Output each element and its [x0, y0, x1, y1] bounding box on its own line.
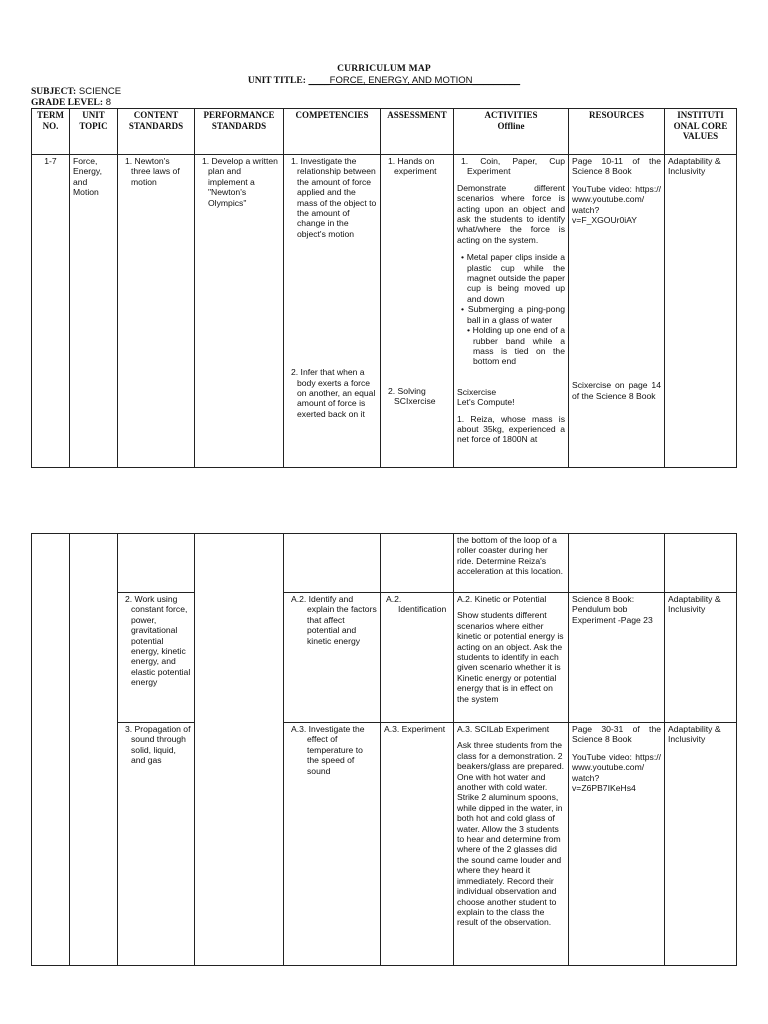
- subject-line: [31, 86, 121, 97]
- activity-title: 1. Coin, Paper, Cup Experiment: [461, 156, 565, 177]
- unit-title-value: ____FORCE, ENERGY, AND MOTION_________: [308, 75, 521, 86]
- grade-value: 8: [103, 97, 111, 108]
- activities-cell: the bottom of the loop of a roller coaster during her ride. Determine Reiza's acceleration at this location.: [454, 534, 569, 593]
- performance-cell: [195, 534, 284, 966]
- content-cell: [118, 534, 195, 593]
- content-text: 3. Propagation of sound through solid, liquid, and gas: [125, 724, 191, 766]
- scixercise-subtitle: Let's Compute!: [457, 397, 515, 408]
- col-term: TERM NO.: [32, 109, 70, 155]
- term-cell: 1-7: [32, 155, 70, 468]
- activity-bullet: • Submerging a ping-pong ball in a glass of water: [461, 304, 565, 325]
- table-row: [32, 534, 737, 593]
- resources-cell: Science 8 Book: Pendulum bob Experiment -Page 23: [569, 593, 665, 723]
- activities-cell: [454, 723, 569, 966]
- col-resources: RESOURCES: [569, 109, 665, 155]
- col-unit-topic: UNIT TOPIC: [70, 109, 118, 155]
- unit-title-label: UNIT TITLE:: [247, 76, 306, 86]
- activity-bullet: • Holding up one end of a rubber band while a mass is tied on the bottom end: [467, 325, 565, 367]
- competency-text: A.3. Investigate the effect of temperature to the speed of sound: [291, 724, 365, 776]
- resource-video: YouTube video: https:// www.youtube.com/ watch? v=Z6PB7IKeHs4: [572, 751, 661, 794]
- activities-cell: [454, 155, 569, 468]
- content-cell: [118, 593, 195, 723]
- competencies-cell: [284, 723, 381, 966]
- document-title: CURRICULUM MAP: [337, 64, 431, 74]
- activity-description: Demonstrate different scenarios where force is acting upon an object and ask the students to identify what/where the force is acting on the system.: [457, 182, 565, 245]
- activity-title: A.3. SCILab Experiment: [457, 724, 550, 734]
- activity-description: Ask three students from the class for a demonstration. 2 beakers/glass are prepared. One with hot water and another with cold water. Strike 2 aluminum spoons, while dipped in the water, in both hot and cold glass of water. Allow the 3 students to hear and determine from where of the 2 glasses did the sound came louder and where they heard it immediately. Record their individual observation and choose another student to explain to the class the result of the observation.: [457, 740, 565, 928]
- competency-2: 2. Infer that when a body exerts a force on another, an equal amount of force is exerted back on it: [291, 367, 376, 419]
- subject-value: SCIENCE: [76, 86, 122, 97]
- activities-cell: [454, 593, 569, 723]
- scixercise-problem: 1. Reiza, whose mass is about 35kg, experienced a net force of 1800N at: [457, 413, 565, 445]
- content-text: 2. Work using constant force, power, gravitational potential energy, kinetic energy, and elastic potential energy: [125, 594, 191, 688]
- core-values-cell: Adaptability & Inclusivity: [665, 593, 737, 723]
- col-activities-label: ACTIVITIES: [484, 110, 538, 120]
- col-activities: [454, 109, 569, 155]
- competencies-cell: [284, 534, 381, 593]
- competencies-cell: [284, 155, 381, 468]
- term-cell: [32, 534, 70, 966]
- core-values-cell: Adaptability & Inclusivity: [665, 155, 737, 468]
- col-competencies: COMPETENCIES: [284, 109, 381, 155]
- table-row: [32, 155, 737, 468]
- activity-description: Show students different scenarios where either kinetic or potential energy is acting on an object. Ask the students to identify in each given scenario whether it is Kinetic energy or potential energy that is in effect on the system: [457, 610, 564, 704]
- grade-line: [31, 97, 111, 108]
- competencies-cell: [284, 593, 381, 723]
- resources-cell: [569, 534, 665, 593]
- unit-title: [0, 75, 768, 86]
- resource-book: Page 30-31 of the Science 8 Book: [572, 724, 661, 745]
- col-performance-standards: PERFORMANCE STANDARDS: [195, 109, 284, 155]
- assessment-cell: A.3. Experiment: [381, 723, 454, 966]
- resource-book: Page 10-11 of the Science 8 Book: [572, 156, 661, 177]
- scixercise-title: Scixercise: [457, 386, 497, 397]
- content-text: 1. Newton's three laws of motion: [125, 156, 180, 187]
- curriculum-table-page2: [31, 533, 737, 966]
- content-cell: [118, 723, 195, 966]
- col-activities-sub: Offline: [497, 120, 525, 131]
- resources-cell: [569, 155, 665, 468]
- core-values-cell: Adaptability & Inclusivity: [665, 723, 737, 966]
- activity-bullet: • Metal paper clips inside a plastic cup while the magnet outside the paper cup is being moved up and down: [461, 252, 565, 304]
- table-row: [32, 723, 737, 966]
- subject-label: SUBJECT:: [31, 87, 77, 97]
- resources-cell: [569, 723, 665, 966]
- header-row: [32, 109, 737, 155]
- assessment-text: A.2. Identification: [386, 594, 447, 615]
- activity-title: A.2. Kinetic or Potential: [457, 594, 547, 604]
- unit-topic-cell: [70, 534, 118, 966]
- content-cell: [118, 155, 195, 468]
- performance-text: 1. Develop a written plan and implement a "Newton's Olympics": [202, 156, 278, 208]
- core-values-cell: [665, 534, 737, 593]
- assessment-1: 1. Hands on experiment: [388, 156, 437, 177]
- col-core-values: INSTITUTI ONAL CORE VALUES: [665, 109, 737, 155]
- curriculum-table-page1: [31, 108, 737, 468]
- competency-text: A.2. Identify and explain the factors that affect potential and kinetic energy: [291, 594, 377, 646]
- assessment-cell: [381, 155, 454, 468]
- unit-topic-cell: Force, Energy, and Motion: [70, 155, 118, 468]
- assessment-cell: [381, 534, 454, 593]
- table-row: [32, 593, 737, 723]
- grade-label: GRADE LEVEL:: [31, 98, 104, 108]
- assessment-2: 2. Solving SCIxercise: [388, 385, 436, 407]
- competency-1: 1. Investigate the relationship between the amount of force applied and the mass of the object to the amount of change in the object's motion: [291, 156, 377, 239]
- col-content-standards: CONTENT STANDARDS: [118, 109, 195, 155]
- performance-cell: [195, 155, 284, 468]
- assessment-cell: [381, 593, 454, 723]
- resource-scixercise: Scixercise on page 14 of the Science 8 Book: [572, 380, 661, 401]
- resource-video: YouTube video: https:// www.youtube.com/ watch? v=F_XGOUr0iAY: [572, 183, 661, 226]
- col-assessment: ASSESSMENT: [381, 109, 454, 155]
